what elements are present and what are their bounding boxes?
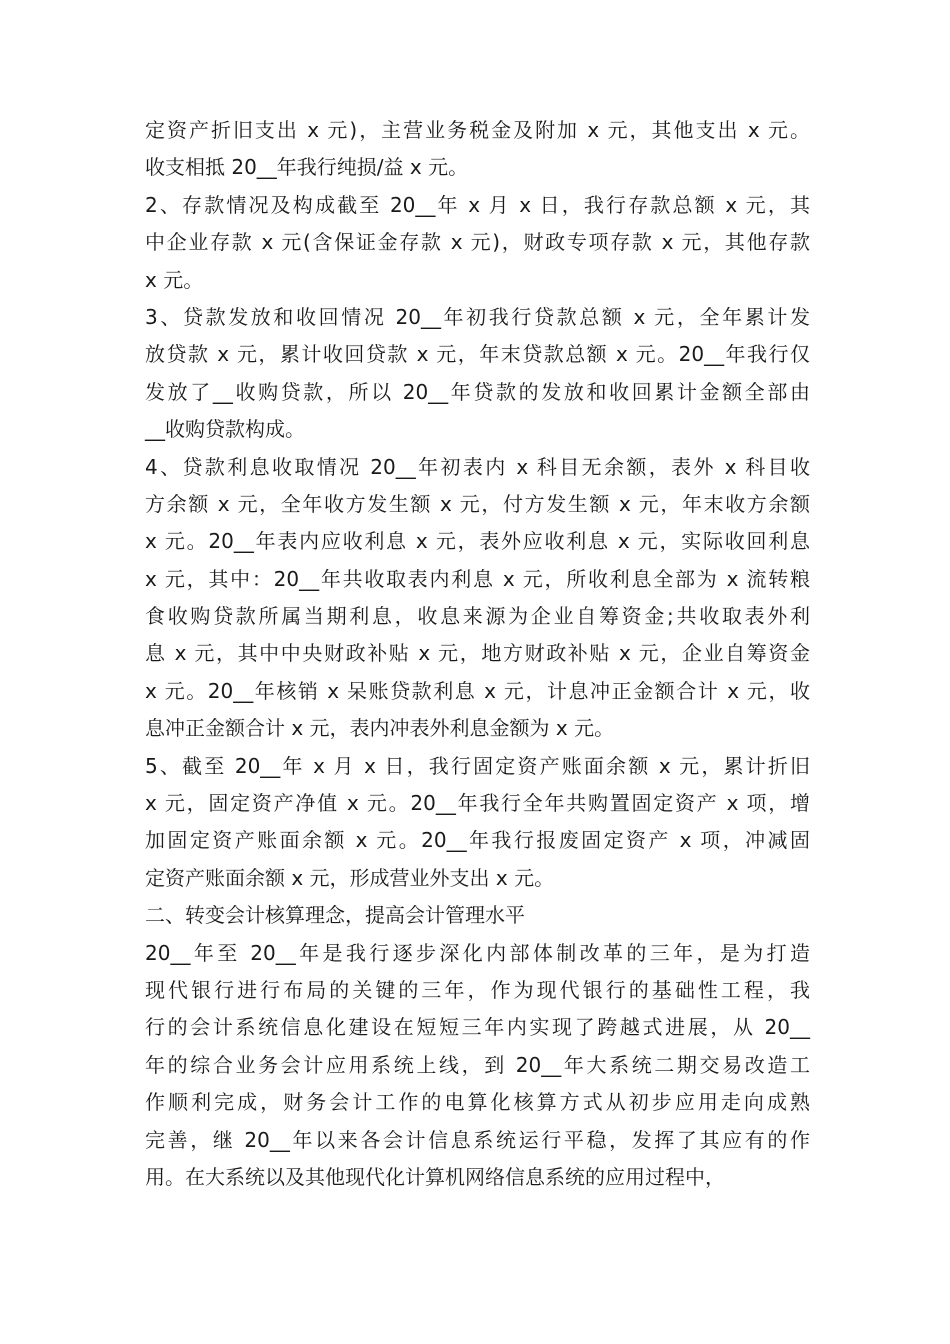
text-line: 放贷款 x 元，累计收回贷款 x 元，年末贷款总额 x 元。20__年我行仅	[145, 342, 810, 367]
text-line: 完善，继 20__年以来各会计信息系统运行平稳，发挥了其应有的作	[145, 1127, 810, 1152]
document-body	[145, 112, 810, 1196]
text-line: x 元。	[145, 267, 204, 292]
text-line: x 元。20__年表内应收利息 x 元，表外应收利息 x 元，实际收回利息	[145, 529, 810, 554]
text-line: 作顺利完成，财务会计工作的电算化核算方式从初步应用走向成熟	[145, 1090, 810, 1115]
text-line: 3、贷款发放和收回情况 20__年初我行贷款总额 x 元，全年累计发	[145, 304, 810, 329]
text-line: 2、存款情况及构成截至 20__年 x 月 x 日，我行存款总额 x 元，其	[145, 192, 810, 217]
text-line: x 元，固定资产净值 x 元。20__年我行全年共购置固定资产 x 项，增	[145, 791, 810, 816]
text-line: 息冲正金额合计 x 元，表内冲表外利息金额为 x 元。	[145, 716, 615, 741]
text-line: 二、转变会计核算理念，提高会计管理水平	[145, 903, 525, 928]
text-line: 方余额 x 元，全年收方发生额 x 元，付方发生额 x 元，年末收方余额	[145, 491, 810, 516]
paragraph	[145, 897, 810, 934]
text-line: 年的综合业务会计应用系统上线，到 20__年大系统二期交易改造工	[145, 1052, 810, 1077]
paragraph	[145, 935, 810, 1197]
text-line: 发放了__收购贷款，所以 20__年贷款的发放和收回累计金额全部由	[145, 379, 810, 404]
text-line: __收购贷款构成。	[145, 417, 305, 442]
text-line: 食收购贷款所属当期利息，收息来源为企业自筹资金;共收取表外利	[145, 604, 810, 629]
paragraph	[145, 299, 810, 449]
text-line: 用。在大系统以及其他现代化计算机网络信息系统的应用过程中，	[145, 1164, 725, 1189]
text-line: 现代银行进行布局的关键的三年，作为现代银行的基础性工程，我	[145, 977, 810, 1002]
text-line: 4、贷款利息收取情况 20__年初表内 x 科目无余额，表外 x 科目收	[145, 454, 810, 479]
text-line: 20__年至 20__年是我行逐步深化内部体制改革的三年，是为打造	[145, 940, 810, 965]
paragraph	[145, 748, 810, 898]
text-line: 加固定资产账面余额 x 元。20__年我行报废固定资产 x 项，冲减固	[145, 828, 810, 853]
text-line: 定资产折旧支出 x 元)，主营业务税金及附加 x 元，其他支出 x 元。	[145, 118, 810, 142]
paragraph	[145, 112, 810, 187]
text-line: x 元。20__年核销 x 呆账贷款利息 x 元，计息冲正金额合计 x 元，收	[145, 678, 810, 703]
text-line: 收支相抵 20__年我行纯损/益 x 元。	[145, 155, 469, 180]
text-line: 中企业存款 x 元(含保证金存款 x 元)，财政专项存款 x 元，其他存款	[145, 230, 810, 255]
text-line: 行的会计系统信息化建设在短短三年内实现了跨越式进展，从 20__	[145, 1015, 810, 1040]
text-line: 息 x 元，其中中央财政补贴 x 元，地方财政补贴 x 元，企业自筹资金	[145, 641, 810, 666]
paragraph	[145, 187, 810, 299]
text-line: 5、截至 20__年 x 月 x 日，我行固定资产账面余额 x 元，累计折旧	[145, 753, 810, 778]
paragraph	[145, 449, 810, 748]
text-line: x 元，其中：20__年共收取表内利息 x 元，所收利息全部为 x 流转粮	[145, 566, 810, 591]
text-line: 定资产账面余额 x 元，形成营业外支出 x 元。	[145, 865, 555, 890]
